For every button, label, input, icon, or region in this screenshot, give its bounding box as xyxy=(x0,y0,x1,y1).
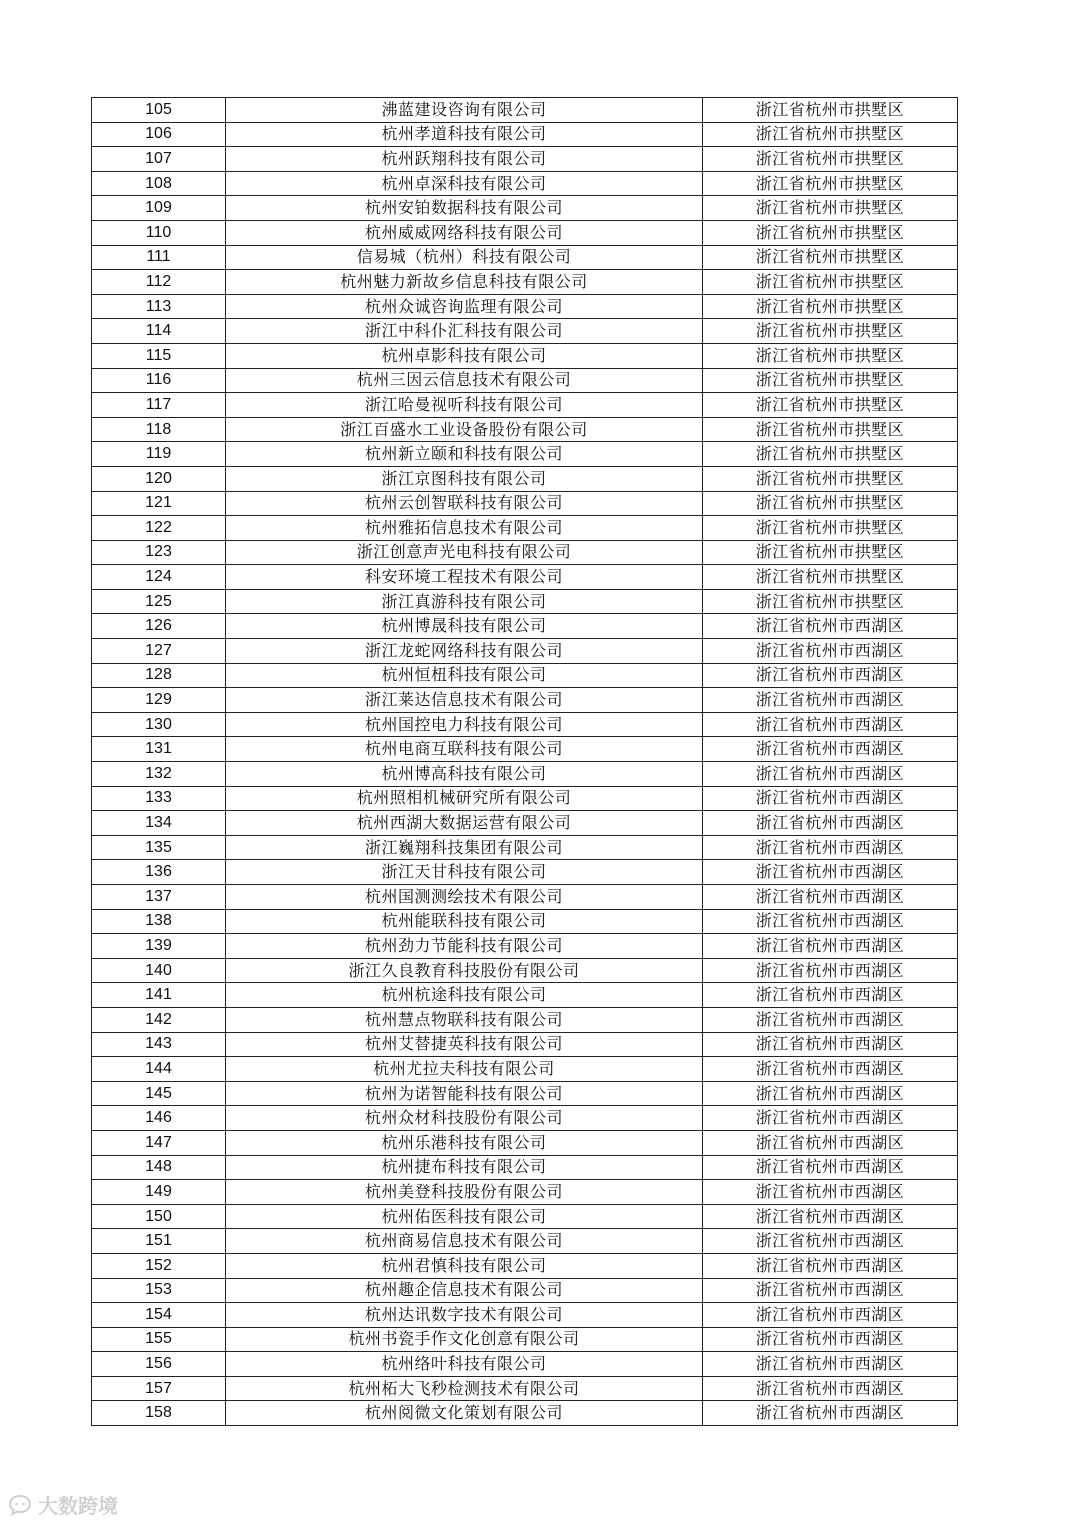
company-name-cell: 杭州众诚咨询监理有限公司 xyxy=(226,294,703,319)
region-cell: 浙江省杭州市西湖区 xyxy=(703,688,958,713)
region-cell: 浙江省杭州市拱墅区 xyxy=(703,540,958,565)
company-name-cell: 科安环境工程技术有限公司 xyxy=(226,565,703,590)
company-name-cell: 杭州乐港科技有限公司 xyxy=(226,1130,703,1155)
row-number-cell: 127 xyxy=(92,639,226,664)
row-number-cell: 125 xyxy=(92,589,226,614)
region-cell: 浙江省杭州市西湖区 xyxy=(703,1352,958,1377)
region-cell: 浙江省杭州市西湖区 xyxy=(703,712,958,737)
row-number-cell: 105 xyxy=(92,98,226,123)
row-number-cell: 113 xyxy=(92,294,226,319)
row-number-cell: 115 xyxy=(92,343,226,368)
company-name-cell: 杭州云创智联科技有限公司 xyxy=(226,491,703,516)
company-name-cell: 杭州商易信息技术有限公司 xyxy=(226,1229,703,1254)
region-cell: 浙江省杭州市西湖区 xyxy=(703,885,958,910)
row-number-cell: 112 xyxy=(92,270,226,295)
company-name-cell: 杭州卓深科技有限公司 xyxy=(226,171,703,196)
company-name-cell: 浙江真游科技有限公司 xyxy=(226,589,703,614)
row-number-cell: 147 xyxy=(92,1130,226,1155)
company-name-cell: 杭州艾替捷英科技有限公司 xyxy=(226,1032,703,1057)
company-name-cell: 杭州尤拉夫科技有限公司 xyxy=(226,1057,703,1082)
table-row xyxy=(92,688,958,713)
company-table-body xyxy=(92,98,958,1426)
company-name-cell: 浙江创意声光电科技有限公司 xyxy=(226,540,703,565)
company-name-cell: 杭州趣企信息技术有限公司 xyxy=(226,1278,703,1303)
region-cell: 浙江省杭州市西湖区 xyxy=(703,811,958,836)
region-cell: 浙江省杭州市拱墅区 xyxy=(703,220,958,245)
row-number-cell: 116 xyxy=(92,368,226,393)
region-cell: 浙江省杭州市西湖区 xyxy=(703,614,958,639)
region-cell: 浙江省杭州市拱墅区 xyxy=(703,319,958,344)
row-number-cell: 107 xyxy=(92,147,226,172)
region-cell: 浙江省杭州市西湖区 xyxy=(703,762,958,787)
row-number-cell: 114 xyxy=(92,319,226,344)
company-name-cell: 信易城（杭州）科技有限公司 xyxy=(226,245,703,270)
table-row xyxy=(92,1032,958,1057)
row-number-cell: 133 xyxy=(92,786,226,811)
table-row xyxy=(92,245,958,270)
table-row xyxy=(92,1007,958,1032)
table-row xyxy=(92,319,958,344)
row-number-cell: 118 xyxy=(92,417,226,442)
table-row xyxy=(92,1180,958,1205)
table-row xyxy=(92,442,958,467)
table-row xyxy=(92,1204,958,1229)
company-name-cell: 浙江龙蛇网络科技有限公司 xyxy=(226,639,703,664)
table-row xyxy=(92,343,958,368)
row-number-cell: 109 xyxy=(92,196,226,221)
table-row xyxy=(92,491,958,516)
row-number-cell: 131 xyxy=(92,737,226,762)
table-row xyxy=(92,466,958,491)
table-row xyxy=(92,1303,958,1328)
row-number-cell: 143 xyxy=(92,1032,226,1057)
table-row xyxy=(92,811,958,836)
table-row xyxy=(92,958,958,983)
table-row xyxy=(92,1401,958,1426)
company-name-cell: 杭州雅拓信息技术有限公司 xyxy=(226,516,703,541)
region-cell: 浙江省杭州市拱墅区 xyxy=(703,442,958,467)
company-name-cell: 浙江百盛水工业设备股份有限公司 xyxy=(226,417,703,442)
table-row xyxy=(92,147,958,172)
chat-bubble-icon xyxy=(8,1494,32,1516)
region-cell: 浙江省杭州市西湖区 xyxy=(703,1327,958,1352)
company-name-cell: 杭州君慎科技有限公司 xyxy=(226,1253,703,1278)
region-cell: 浙江省杭州市拱墅区 xyxy=(703,565,958,590)
row-number-cell: 128 xyxy=(92,663,226,688)
row-number-cell: 129 xyxy=(92,688,226,713)
region-cell: 浙江省杭州市西湖区 xyxy=(703,1376,958,1401)
region-cell: 浙江省杭州市西湖区 xyxy=(703,1057,958,1082)
company-name-cell: 杭州慧点物联科技有限公司 xyxy=(226,1007,703,1032)
row-number-cell: 157 xyxy=(92,1376,226,1401)
row-number-cell: 153 xyxy=(92,1278,226,1303)
table-row xyxy=(92,368,958,393)
row-number-cell: 156 xyxy=(92,1352,226,1377)
table-row xyxy=(92,1130,958,1155)
company-name-cell: 杭州博高科技有限公司 xyxy=(226,762,703,787)
table-row xyxy=(92,737,958,762)
company-name-cell: 杭州柘大飞秒检测技术有限公司 xyxy=(226,1376,703,1401)
company-name-cell: 杭州众材科技股份有限公司 xyxy=(226,1106,703,1131)
table-row xyxy=(92,1253,958,1278)
table-row xyxy=(92,909,958,934)
row-number-cell: 111 xyxy=(92,245,226,270)
company-name-cell: 杭州阅微文化策划有限公司 xyxy=(226,1401,703,1426)
region-cell: 浙江省杭州市西湖区 xyxy=(703,1278,958,1303)
company-name-cell: 杭州恒杻科技有限公司 xyxy=(226,663,703,688)
row-number-cell: 149 xyxy=(92,1180,226,1205)
company-name-cell: 浙江天甘科技有限公司 xyxy=(226,860,703,885)
table-row xyxy=(92,1327,958,1352)
table-row xyxy=(92,393,958,418)
region-cell: 浙江省杭州市西湖区 xyxy=(703,737,958,762)
table-row xyxy=(92,762,958,787)
table-row xyxy=(92,885,958,910)
row-number-cell: 152 xyxy=(92,1253,226,1278)
region-cell: 浙江省杭州市拱墅区 xyxy=(703,196,958,221)
table-row xyxy=(92,417,958,442)
region-cell: 浙江省杭州市西湖区 xyxy=(703,1032,958,1057)
region-cell: 浙江省杭州市拱墅区 xyxy=(703,245,958,270)
row-number-cell: 108 xyxy=(92,171,226,196)
table-row xyxy=(92,540,958,565)
region-cell: 浙江省杭州市西湖区 xyxy=(703,1204,958,1229)
table-row xyxy=(92,1081,958,1106)
region-cell: 浙江省杭州市西湖区 xyxy=(703,1229,958,1254)
company-name-cell: 浙江莱达信息技术有限公司 xyxy=(226,688,703,713)
row-number-cell: 148 xyxy=(92,1155,226,1180)
row-number-cell: 134 xyxy=(92,811,226,836)
region-cell: 浙江省杭州市拱墅区 xyxy=(703,516,958,541)
company-name-cell: 杭州三因云信息技术有限公司 xyxy=(226,368,703,393)
row-number-cell: 145 xyxy=(92,1081,226,1106)
table-row xyxy=(92,171,958,196)
region-cell: 浙江省杭州市西湖区 xyxy=(703,1081,958,1106)
region-cell: 浙江省杭州市拱墅区 xyxy=(703,98,958,123)
region-cell: 浙江省杭州市西湖区 xyxy=(703,1155,958,1180)
row-number-cell: 158 xyxy=(92,1401,226,1426)
company-name-cell: 杭州卓影科技有限公司 xyxy=(226,343,703,368)
row-number-cell: 155 xyxy=(92,1327,226,1352)
region-cell: 浙江省杭州市拱墅区 xyxy=(703,343,958,368)
company-name-cell: 杭州西湖大数据运营有限公司 xyxy=(226,811,703,836)
row-number-cell: 123 xyxy=(92,540,226,565)
region-cell: 浙江省杭州市西湖区 xyxy=(703,934,958,959)
region-cell: 浙江省杭州市拱墅区 xyxy=(703,294,958,319)
table-row xyxy=(92,589,958,614)
region-cell: 浙江省杭州市拱墅区 xyxy=(703,171,958,196)
table-row xyxy=(92,1229,958,1254)
row-number-cell: 119 xyxy=(92,442,226,467)
table-row xyxy=(92,639,958,664)
region-cell: 浙江省杭州市西湖区 xyxy=(703,1130,958,1155)
table-row xyxy=(92,1155,958,1180)
company-name-cell: 浙江巍翔科技集团有限公司 xyxy=(226,835,703,860)
table-row xyxy=(92,196,958,221)
row-number-cell: 150 xyxy=(92,1204,226,1229)
company-name-cell: 杭州威威网络科技有限公司 xyxy=(226,220,703,245)
table-row xyxy=(92,712,958,737)
region-cell: 浙江省杭州市西湖区 xyxy=(703,1253,958,1278)
region-cell: 浙江省杭州市西湖区 xyxy=(703,639,958,664)
table-row xyxy=(92,1106,958,1131)
company-name-cell: 杭州电商互联科技有限公司 xyxy=(226,737,703,762)
table-row xyxy=(92,270,958,295)
region-cell: 浙江省杭州市西湖区 xyxy=(703,983,958,1008)
table-row xyxy=(92,294,958,319)
company-name-cell: 杭州杭途科技有限公司 xyxy=(226,983,703,1008)
row-number-cell: 122 xyxy=(92,516,226,541)
company-name-cell: 杭州络叶科技有限公司 xyxy=(226,1352,703,1377)
region-cell: 浙江省杭州市西湖区 xyxy=(703,958,958,983)
region-cell: 浙江省杭州市西湖区 xyxy=(703,1180,958,1205)
row-number-cell: 141 xyxy=(92,983,226,1008)
company-name-cell: 杭州书瓷手作文化创意有限公司 xyxy=(226,1327,703,1352)
company-name-cell: 浙江中科仆汇科技有限公司 xyxy=(226,319,703,344)
company-name-cell: 杭州安铂数据科技有限公司 xyxy=(226,196,703,221)
row-number-cell: 135 xyxy=(92,835,226,860)
table-row xyxy=(92,934,958,959)
table-row xyxy=(92,565,958,590)
table-row xyxy=(92,786,958,811)
region-cell: 浙江省杭州市拱墅区 xyxy=(703,589,958,614)
row-number-cell: 136 xyxy=(92,860,226,885)
table-row xyxy=(92,663,958,688)
region-cell: 浙江省杭州市西湖区 xyxy=(703,860,958,885)
row-number-cell: 117 xyxy=(92,393,226,418)
row-number-cell: 144 xyxy=(92,1057,226,1082)
company-name-cell: 杭州为诺智能科技有限公司 xyxy=(226,1081,703,1106)
company-name-cell: 杭州新立颐和科技有限公司 xyxy=(226,442,703,467)
company-name-cell: 沸蓝建设咨询有限公司 xyxy=(226,98,703,123)
table-row xyxy=(92,516,958,541)
row-number-cell: 139 xyxy=(92,934,226,959)
region-cell: 浙江省杭州市拱墅区 xyxy=(703,491,958,516)
company-name-cell: 杭州国测测绘技术有限公司 xyxy=(226,885,703,910)
row-number-cell: 142 xyxy=(92,1007,226,1032)
row-number-cell: 110 xyxy=(92,220,226,245)
table-row xyxy=(92,1352,958,1377)
table-row xyxy=(92,122,958,147)
region-cell: 浙江省杭州市拱墅区 xyxy=(703,466,958,491)
region-cell: 浙江省杭州市拱墅区 xyxy=(703,147,958,172)
company-name-cell: 杭州佑医科技有限公司 xyxy=(226,1204,703,1229)
company-name-cell: 杭州博晟科技有限公司 xyxy=(226,614,703,639)
region-cell: 浙江省杭州市西湖区 xyxy=(703,786,958,811)
region-cell: 浙江省杭州市西湖区 xyxy=(703,909,958,934)
company-table-container xyxy=(91,97,956,1426)
region-cell: 浙江省杭州市西湖区 xyxy=(703,1007,958,1032)
table-row xyxy=(92,614,958,639)
region-cell: 浙江省杭州市西湖区 xyxy=(703,663,958,688)
region-cell: 浙江省杭州市西湖区 xyxy=(703,1401,958,1426)
region-cell: 浙江省杭州市西湖区 xyxy=(703,1106,958,1131)
table-row xyxy=(92,983,958,1008)
region-cell: 浙江省杭州市拱墅区 xyxy=(703,368,958,393)
watermark-text: 大数跨境 xyxy=(38,1494,118,1518)
row-number-cell: 106 xyxy=(92,122,226,147)
company-name-cell: 杭州美登科技股份有限公司 xyxy=(226,1180,703,1205)
table-row xyxy=(92,835,958,860)
company-name-cell: 浙江京图科技有限公司 xyxy=(226,466,703,491)
row-number-cell: 132 xyxy=(92,762,226,787)
region-cell: 浙江省杭州市拱墅区 xyxy=(703,417,958,442)
row-number-cell: 130 xyxy=(92,712,226,737)
company-name-cell: 杭州能联科技有限公司 xyxy=(226,909,703,934)
row-number-cell: 126 xyxy=(92,614,226,639)
company-name-cell: 杭州照相机械研究所有限公司 xyxy=(226,786,703,811)
region-cell: 浙江省杭州市西湖区 xyxy=(703,835,958,860)
watermark xyxy=(8,1490,118,1519)
region-cell: 浙江省杭州市拱墅区 xyxy=(703,270,958,295)
region-cell: 浙江省杭州市拱墅区 xyxy=(703,393,958,418)
row-number-cell: 120 xyxy=(92,466,226,491)
table-row xyxy=(92,220,958,245)
company-name-cell: 浙江久良教育科技股份有限公司 xyxy=(226,958,703,983)
company-table xyxy=(91,97,958,1426)
company-name-cell: 杭州国控电力科技有限公司 xyxy=(226,712,703,737)
company-name-cell: 杭州达讯数字技术有限公司 xyxy=(226,1303,703,1328)
region-cell: 浙江省杭州市西湖区 xyxy=(703,1303,958,1328)
row-number-cell: 121 xyxy=(92,491,226,516)
company-name-cell: 杭州魅力新故乡信息科技有限公司 xyxy=(226,270,703,295)
row-number-cell: 138 xyxy=(92,909,226,934)
region-cell: 浙江省杭州市拱墅区 xyxy=(703,122,958,147)
table-row xyxy=(92,860,958,885)
row-number-cell: 137 xyxy=(92,885,226,910)
company-name-cell: 杭州孝道科技有限公司 xyxy=(226,122,703,147)
company-name-cell: 杭州捷布科技有限公司 xyxy=(226,1155,703,1180)
table-row xyxy=(92,1278,958,1303)
row-number-cell: 146 xyxy=(92,1106,226,1131)
row-number-cell: 151 xyxy=(92,1229,226,1254)
company-name-cell: 浙江哈曼视听科技有限公司 xyxy=(226,393,703,418)
row-number-cell: 154 xyxy=(92,1303,226,1328)
company-name-cell: 杭州跃翔科技有限公司 xyxy=(226,147,703,172)
table-row xyxy=(92,98,958,123)
company-name-cell: 杭州劲力节能科技有限公司 xyxy=(226,934,703,959)
row-number-cell: 140 xyxy=(92,958,226,983)
table-row xyxy=(92,1376,958,1401)
row-number-cell: 124 xyxy=(92,565,226,590)
table-row xyxy=(92,1057,958,1082)
